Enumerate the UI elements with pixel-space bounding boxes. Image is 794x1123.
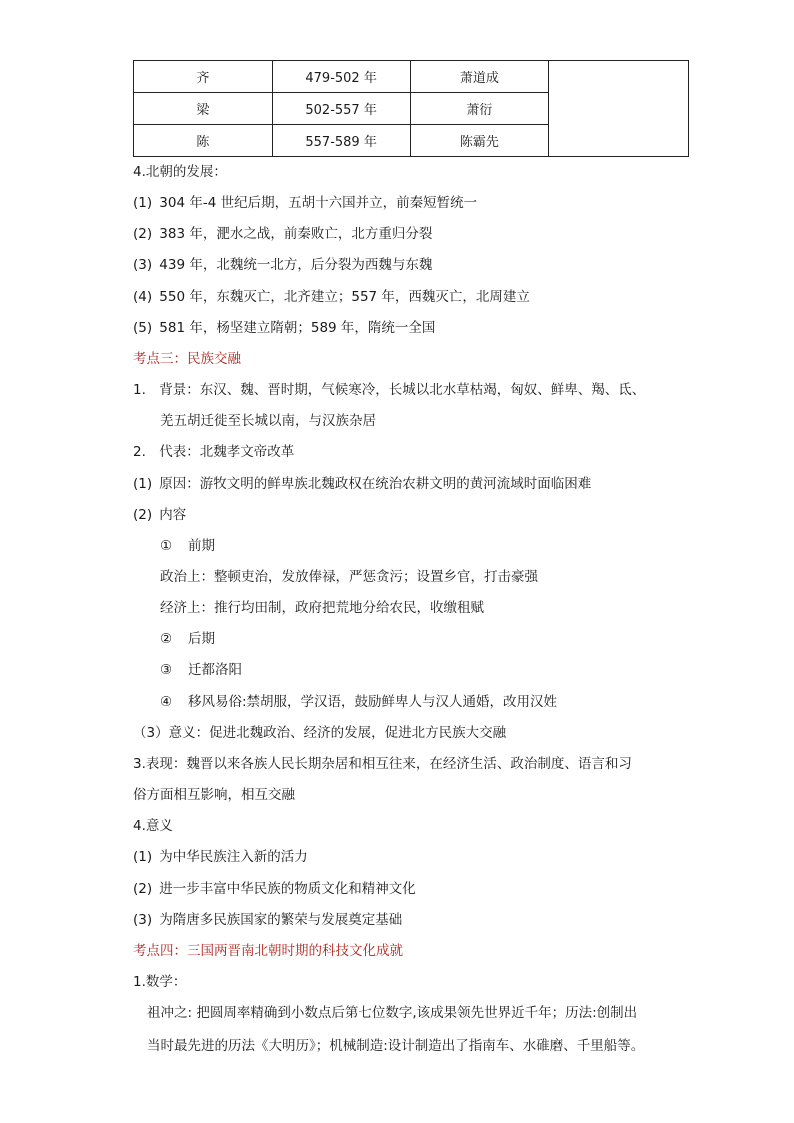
dynasty-cell: 梁 — [134, 93, 273, 125]
math-line-cont: 当时最先进的历法《大明历》；机械制造:设计制造出了指南车、水碓磨、千里船等。 — [147, 1038, 645, 1054]
item-number: (2) — [133, 881, 153, 897]
item-text: 前期 — [188, 538, 215, 554]
years-cell: 502-557 年 — [272, 93, 410, 125]
math-heading: 1.数学： — [133, 974, 187, 990]
capital-move — [160, 661, 242, 679]
customs-change — [160, 693, 557, 711]
item-number: (3) — [133, 912, 153, 928]
founder-cell: 萧道成 — [410, 61, 549, 93]
item-number: 2. — [133, 444, 146, 460]
item-number: (1) — [133, 476, 153, 492]
founder-cell: 陈霸先 — [410, 125, 549, 157]
item-text: 进一步丰富中华民族的物质文化和精神文化 — [159, 881, 416, 897]
list-item — [133, 194, 477, 212]
item-number: (3) — [133, 257, 153, 273]
economy-line: 经济上：推行均田制，政府把荒地分给农民，收缴租赋 — [160, 600, 484, 616]
circled-number: ① — [160, 538, 173, 554]
item-text: 304 年-4 世纪后期，五胡十六国并立，前秦短暂统一 — [159, 195, 478, 211]
table-row — [134, 61, 689, 93]
item-number: (1) — [133, 195, 153, 211]
dynasty-table — [133, 60, 689, 157]
list-item — [133, 225, 432, 243]
item-text: 439 年，北魏统一北方，后分裂为西魏与东魏 — [159, 257, 433, 273]
founder-cell: 萧衍 — [410, 93, 549, 125]
background-line-cont: 羌五胡迁徙至长城以南，与汉族杂居 — [160, 413, 376, 429]
item-text: 迁都洛阳 — [188, 662, 242, 678]
item-text: 550 年，东魏灭亡，北齐建立；557 年，西魏灭亡，北周建立 — [159, 289, 530, 305]
item-number: (4) — [133, 289, 153, 305]
item-number: (2) — [133, 507, 153, 523]
dynasty-cell: 齐 — [134, 61, 273, 93]
north-heading: 4.北朝的发展： — [133, 164, 227, 180]
years-cell: 479-502 年 — [272, 61, 410, 93]
item-text: 383 年，淝水之战，前秦败亡，北方重归分裂 — [159, 226, 433, 242]
item-text: 内容 — [159, 507, 187, 523]
item-text: 原因：游牧文明的鲜卑族北魏政权在统治农耕文明的黄河流域时面临困难 — [159, 476, 592, 492]
list-item — [133, 288, 530, 306]
section-heading-3: 考点三：民族交融 — [133, 351, 241, 367]
item-text: 581 年，杨坚建立隋朝；589 年，隋统一全国 — [159, 320, 436, 336]
item-text: 后期 — [188, 631, 215, 647]
item-number: (2) — [133, 226, 153, 242]
list-item — [133, 911, 402, 929]
empty-merged-cell — [549, 61, 689, 157]
item-text: 移风易俗:禁胡服，学汉语，鼓励鲜卑人与汉人通婚，改用汉姓 — [188, 694, 558, 710]
section-heading-4: 考点四：三国两晋南北朝时期的科技文化成就 — [133, 943, 403, 959]
years-cell: 557-589 年 — [272, 125, 410, 157]
math-line: 祖冲之: 把圆周率精确到小数点后第七位数字,该成果领先世界近千年；历法:创制出 — [147, 1005, 638, 1021]
background-line — [133, 381, 645, 399]
list-item — [133, 256, 432, 274]
performance-line-cont: 俗方面相互影响，相互交融 — [133, 787, 295, 803]
circled-number: ④ — [160, 694, 173, 710]
circled-number: ③ — [160, 662, 173, 678]
significance-heading: 4.意义 — [133, 818, 173, 834]
circled-number: ② — [160, 631, 173, 647]
list-item — [133, 880, 416, 898]
item-text: 为中华民族注入新的活力 — [159, 849, 308, 865]
item-number: 1. — [133, 382, 146, 398]
content-line — [133, 506, 186, 524]
item-text: 为隋唐多民族国家的繁荣与发展奠定基础 — [159, 912, 403, 928]
item-text: 背景：东汉、魏、晋时期，气候寒冷，长城以北水草枯竭，匈奴、鲜卑、羯、氐、 — [159, 382, 646, 398]
performance-line: 3.表现：魏晋以来各族人民长期杂居和相互往来，在经济生活、政治制度、语言和习 — [133, 756, 632, 772]
item-text: 代表：北魏孝文帝改革 — [159, 444, 295, 460]
item-number: (5) — [133, 320, 153, 336]
item-number: (1) — [133, 849, 153, 865]
late-period — [160, 630, 215, 648]
representative-line — [133, 443, 294, 461]
politics-line: 政治上：整顿吏治，发放俸禄，严惩贪污；设置乡官，打击豪强 — [160, 569, 538, 585]
list-item — [133, 319, 435, 337]
dynasty-cell: 陈 — [134, 125, 273, 157]
cause-line — [133, 475, 591, 493]
list-item — [133, 848, 308, 866]
early-period — [160, 537, 215, 555]
meaning-line: （3）意义：促进北魏政治、经济的发展，促进北方民族大交融 — [133, 725, 507, 741]
